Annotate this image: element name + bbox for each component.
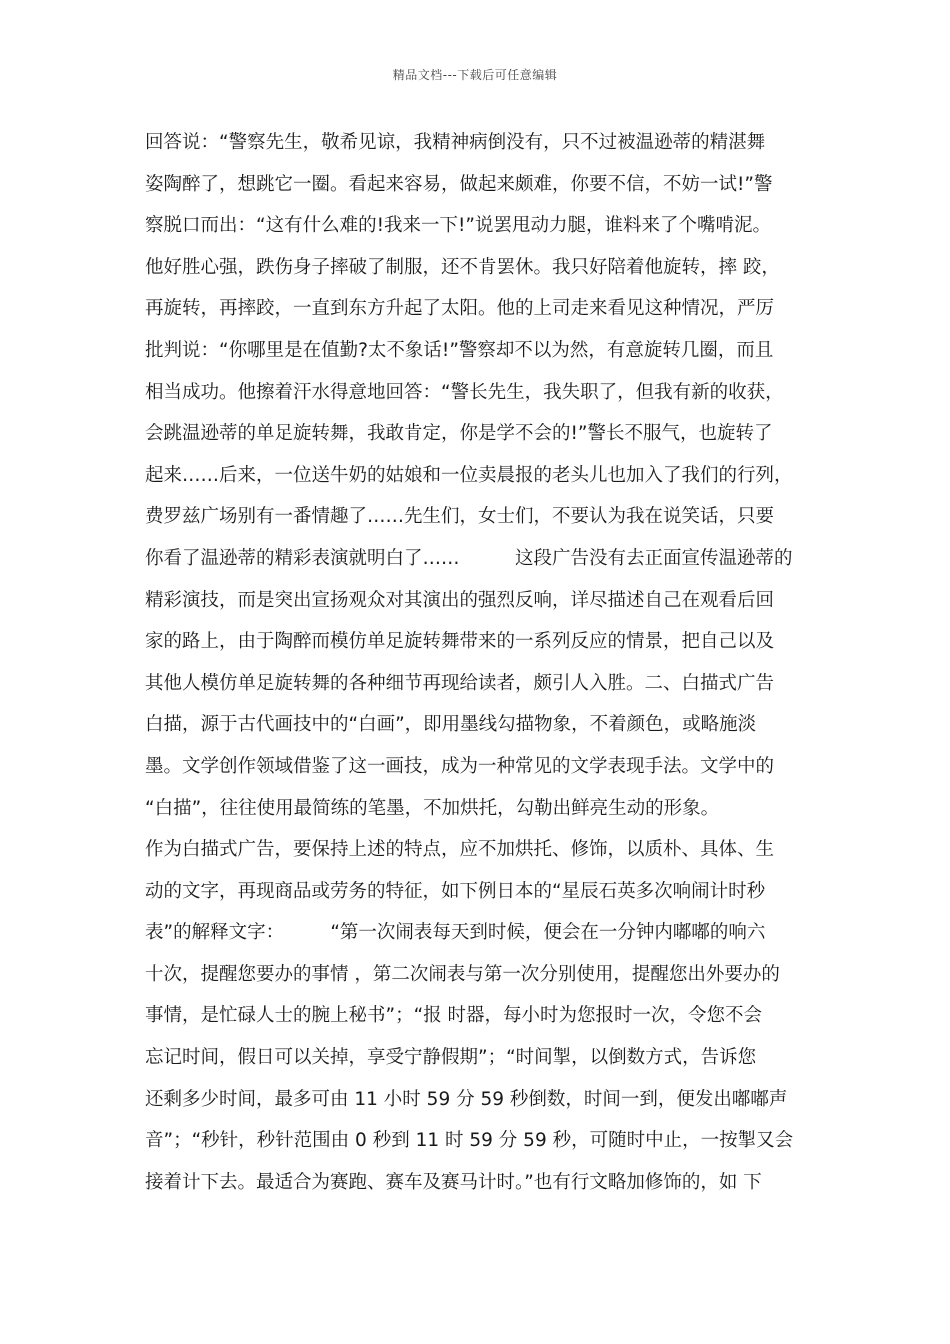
text-line: 作为白描式广告，要保持上述的特点，应不加烘托、修饰，以质朴、具体、生 [145, 839, 775, 861]
text-line: 其他人模仿单足旋转舞的各种细节再现给读者，颇引人入胜。二、白描式广告 [145, 672, 775, 694]
text-line: 接着计下去。最适合为赛跑、赛车及赛马计时。”也有行文略加修饰的，如 下 [145, 1171, 762, 1193]
text-line: 再旋转，再摔跤，一直到东方升起了太阳。他的上司走来看见这种情况，严厉 [145, 298, 775, 320]
text-line: 批判说：“你哪里是在值勤?太不象话!”警察却不以为然，有意旋转几圈，而且 [145, 339, 774, 361]
text-line: 白描，源于古代画技中的“白画”，即用墨线勾描物象，不着颜色，或略施淡 [145, 714, 757, 736]
text-line: 忘记时间，假日可以关掉，享受宁静假期”；“时间掣，以倒数方式，告诉您 [145, 1047, 757, 1069]
text-line: 墨。文学创作领域借鉴了这一画技，成为一种常见的文学表现手法。文学中的 [145, 755, 775, 777]
text-line: 音”；“秒针，秒针范围由 0 秒到 11 时 59 分 59 秒，可随时中止，一按掣又会 [145, 1130, 794, 1152]
text-line: 精彩演技，而是突出宣扬观众对其演出的强烈反响，详尽描述自己在观看后回 [145, 589, 775, 611]
text-line: 相当成功。他擦着汗水得意地回答：“警长先生，我失职了，但我有新的收获， [145, 381, 784, 403]
text-line: 十次，提醒您要办的事情 ，第二次闹表与第一次分别使用，提醒您出外要办的 [145, 963, 780, 985]
text-line: 事情，是忙碌人士的腕上秘书”；“报 时器，每小时为您报时一次，令您不会 [145, 1005, 763, 1027]
text-line: 他好胜心强，跌伤身子摔破了制服，还不肯罢休。我只好陪着他旋转，摔 跤， [145, 256, 780, 278]
text-line: 动的文字，再现商品或劳务的特征，如下例日本的“星辰石英多次响闹计时秒 [145, 880, 766, 902]
text-line: 费罗兹广场别有一番情趣了……先生们，女士们，不要认为我在说笑话，只要 [145, 506, 775, 528]
document-body [145, 122, 810, 1203]
text-line: 会跳温逊蒂的单足旋转舞，我敢肯定，你是学不会的!”警长不服气，也旋转了 [145, 423, 773, 445]
text-line: 姿陶醉了，想跳它一圈。看起来容易，做起来颇难，你要不信，不妨一试!”警 [145, 173, 773, 195]
text-line: 家的路上，由于陶醉而模仿单足旋转舞带来的一系列反应的情景，把自己以及 [145, 631, 775, 653]
text-line: 起来……后来，一位送牛奶的姑娘和一位卖晨报的老头儿也加入了我们的行列， [145, 464, 793, 486]
text-line: 表”的解释文字： “第一次闹表每天到时候，便会在一分钟内嘟嘟的响六 [145, 922, 766, 944]
text-line: 回答说：“警察先生，敬希见谅，我精神病倒没有，只不过被温逊蒂的精湛舞 [145, 132, 766, 153]
text-line: 你看了温逊蒂的精彩表演就明白了…… 这段广告没有去正面宣传温逊蒂的 [145, 547, 793, 569]
text-line: “白描”，往往使用最简练的笔墨，不加烘托，勾勒出鲜亮生动的形象。 [145, 797, 720, 819]
text-line: 察脱口而出：“这有什么难的!我来一下!”说罢甩动力腿，谁料来了个嘴啃泥。 [145, 215, 772, 237]
page-header: 精品文档---下载后可任意编辑 [392, 68, 558, 82]
text-line: 还剩多少时间，最多可由 11 小时 59 分 59 秒倒数，时间一到，便发出嘟嘟声 [145, 1088, 788, 1110]
